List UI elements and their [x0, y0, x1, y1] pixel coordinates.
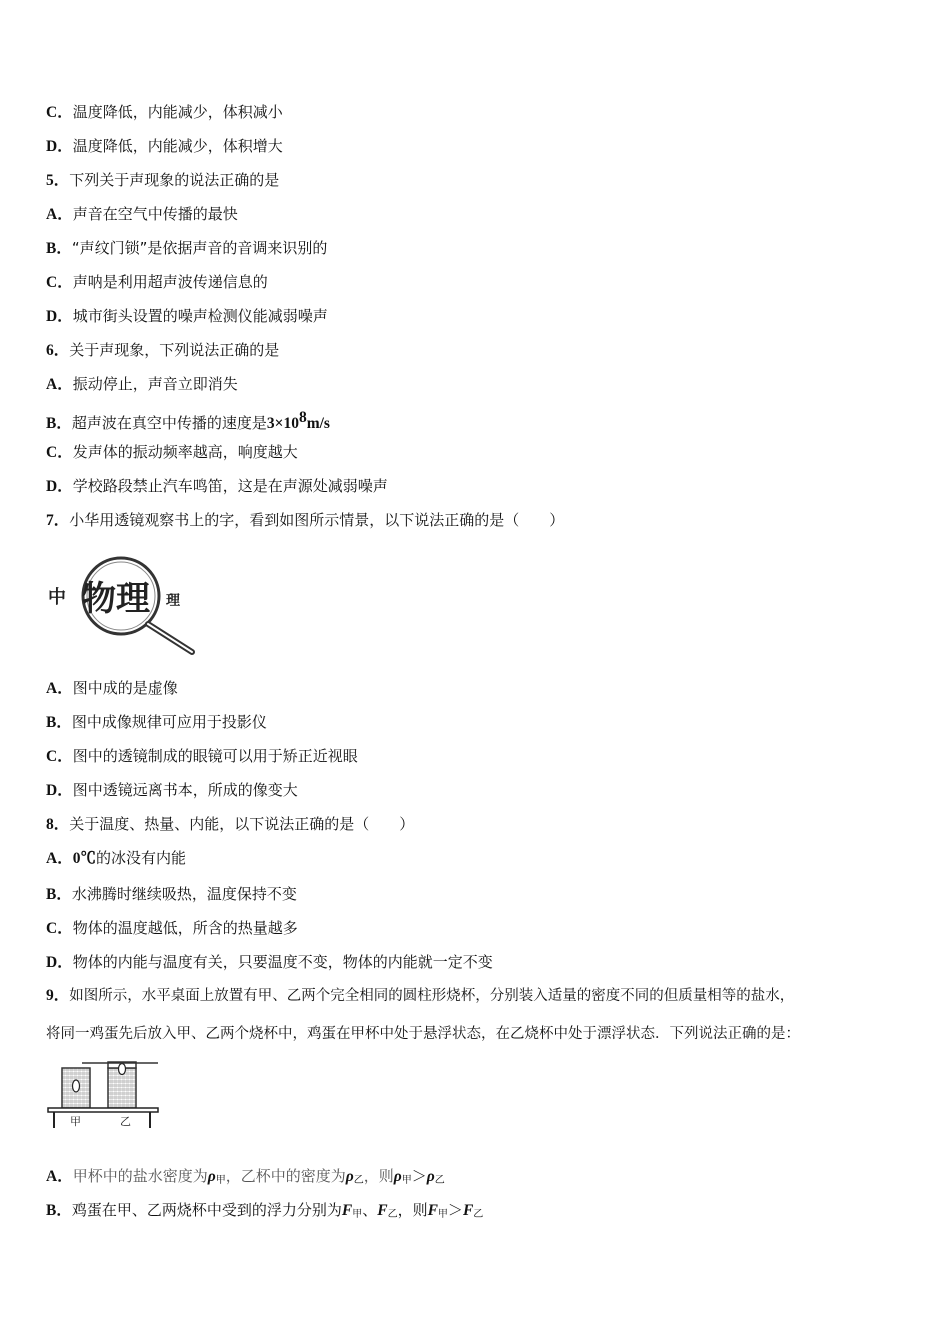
q7-stem: 7．小华用透镜观察书上的字，看到如图所示情景，以下说法正确的是（ ）: [46, 511, 565, 529]
q8-option-b: B．水沸腾时继续吸热，温度保持不变: [46, 885, 297, 903]
figure-text-left: 中: [48, 587, 66, 608]
q9-stem-line1: 9．如图所示，水平桌面上放置有甲、乙两个完全相同的圆柱形烧杯，分别装入适量的密度不同的但质量相等的盐水，: [46, 987, 795, 1004]
q5-option-b: B．“声纹门锁”是依据声音的音调来识别的: [46, 239, 328, 257]
beaker-yi-icon: [108, 1062, 136, 1108]
q5-stem: 5．下列关于声现象的说法正确的是: [46, 171, 280, 189]
q8-option-c: C．物体的温度越低，所含的热量越多: [46, 919, 298, 937]
magnifier-figure: [46, 546, 196, 658]
q8-stem: 8．关于温度、热量、内能，以下说法正确的是（ ）: [46, 815, 415, 833]
egg-floating-icon: [119, 1064, 126, 1075]
q9-stem-line2: 将同一鸡蛋先后放入甲、乙两个烧杯中，鸡蛋在甲杯中处于悬浮状态，在乙烧杯中处于漂浮状态．下列说法正确的是：: [46, 1026, 800, 1042]
q8-option-a: A．0℃的冰没有内能: [46, 849, 186, 867]
q6-option-b: B．超声波在真空中传播的速度是$3\times 10^8m/s$: [46, 409, 330, 432]
q6-stem: 6．关于声现象，下列说法正确的是: [46, 341, 280, 359]
figure-text-right: 理: [166, 593, 180, 609]
q8-option-d: D．物体的内能与温度有关，只要温度不变，物体的内能就一定不变: [46, 953, 493, 971]
egg-suspended-icon: [73, 1080, 80, 1092]
label-yi: 乙: [120, 1115, 131, 1128]
q6-option-a: A．振动停止，声音立即消失: [46, 375, 238, 393]
table-icon: [48, 1108, 158, 1112]
q5-option-a: A．声音在空气中传播的最快: [46, 205, 238, 223]
figure-text-magnified: 物理: [82, 579, 150, 619]
q4-option-c: C．温度降低，内能减少，体积减小: [46, 103, 283, 121]
q6-option-d: D．学校路段禁止汽车鸣笛，这是在声源处减弱噪声: [46, 477, 388, 495]
q7-option-b: B．图中成像规律可应用于投影仪: [46, 713, 267, 731]
q5-option-c: C．声呐是利用超声波传递信息的: [46, 273, 268, 291]
beaker-jia-icon: [62, 1068, 90, 1108]
q7-option-c: C．图中的透镜制成的眼镜可以用于矫正近视眼: [46, 747, 358, 765]
q9-option-b: B．鸡蛋在甲、乙两烧杯中受到的浮力分别为$F_甲$、$F_乙$，则$F_甲>F_乙$: [46, 1201, 484, 1220]
q6-option-c: C．发声体的振动频率越高，响度越大: [46, 443, 298, 461]
q9-option-a: A．甲杯中的盐水密度为$\rho_甲$，乙杯中的密度为$\rho_乙$，则$\rho_甲>\rho_乙$: [46, 1167, 445, 1186]
q7-option-a: A．图中成的是虚像: [46, 679, 178, 697]
label-jia: 甲: [70, 1115, 81, 1128]
beakers-figure: [46, 1056, 162, 1132]
q7-option-d: D．图中透镜远离书本，所成的像变大: [46, 781, 298, 799]
q5-option-d: D．城市街头设置的噪声检测仪能减弱噪声: [46, 307, 328, 325]
q4-option-d: D．温度降低，内能减少，体积增大: [46, 137, 283, 155]
